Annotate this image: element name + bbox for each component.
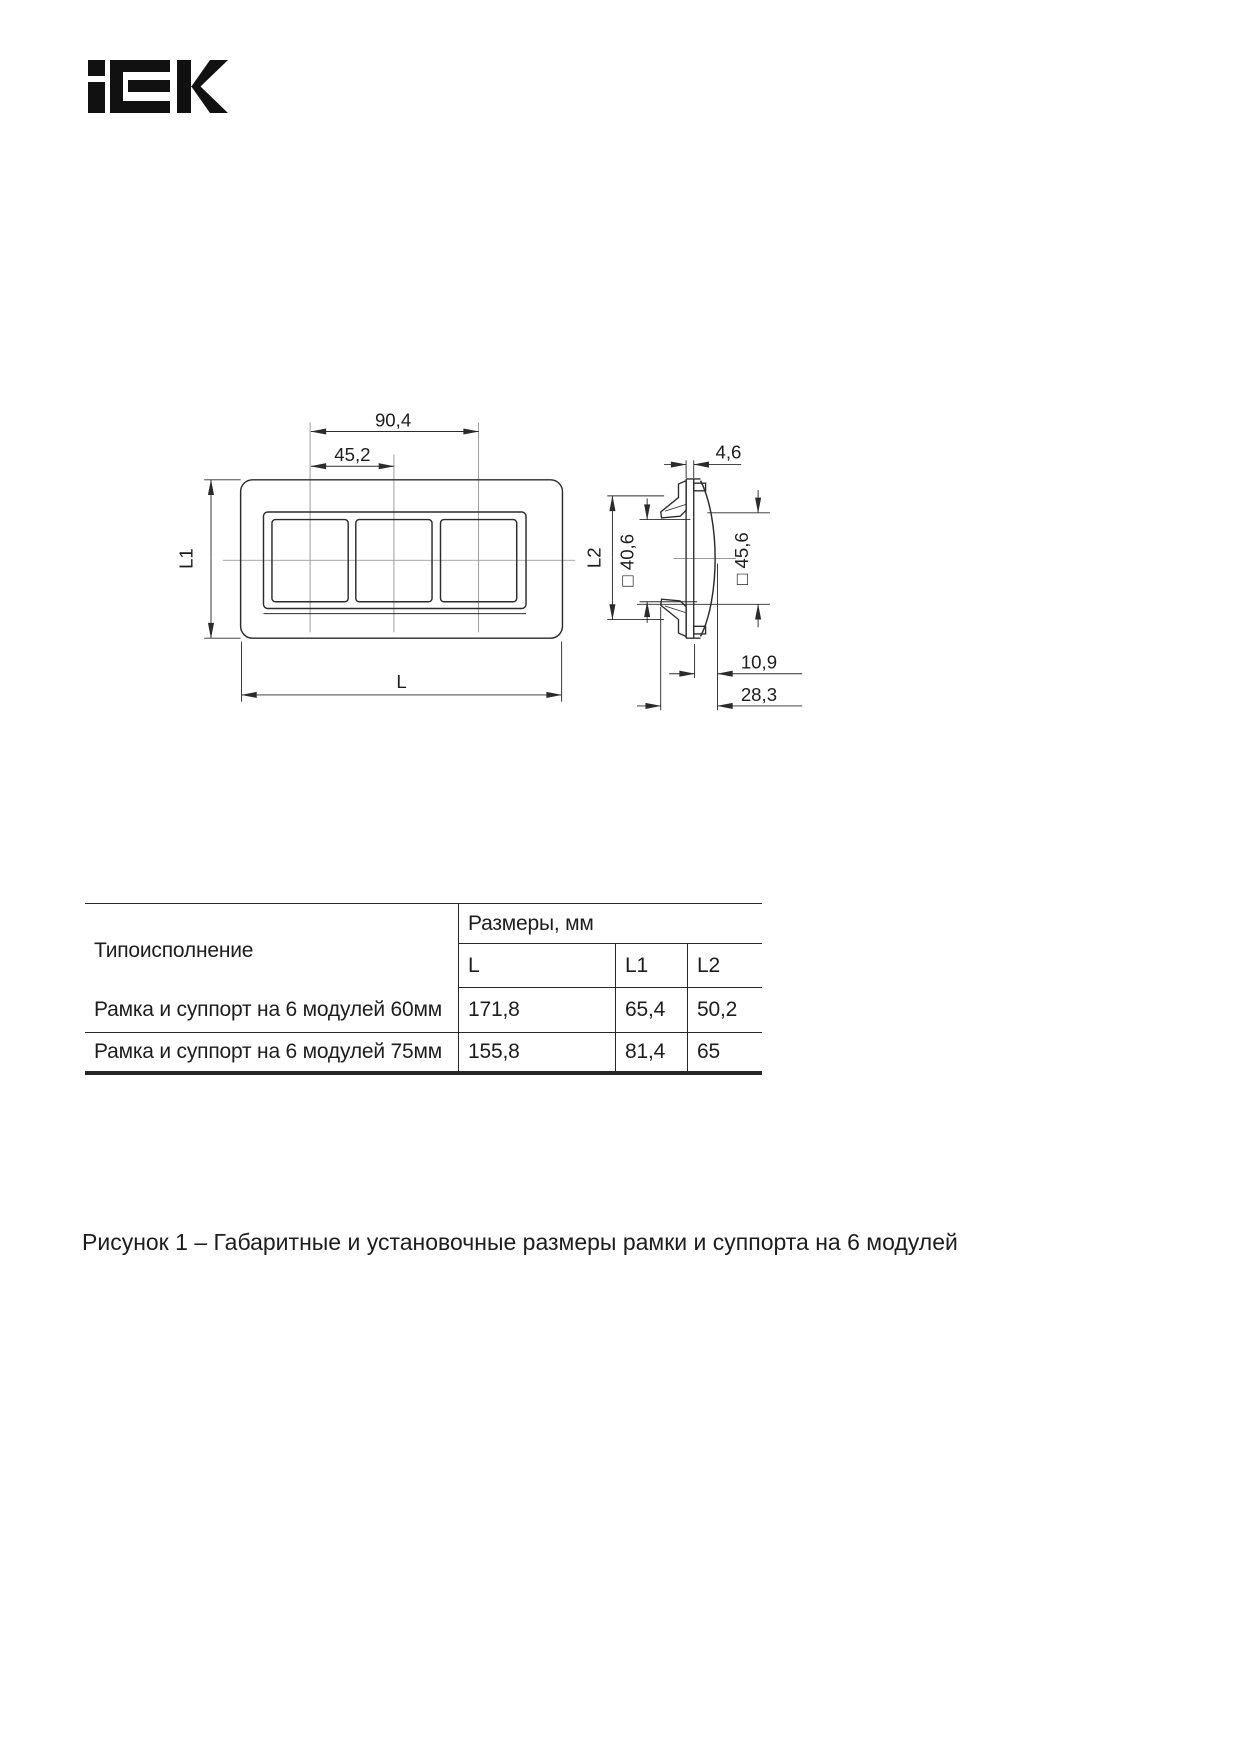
table-row1-L1: 65,4 (615, 988, 687, 1033)
logo-k-stem (177, 60, 191, 113)
dim-label-L: L (396, 671, 407, 693)
table-subheader-L: L (458, 944, 615, 988)
table-header-sizes-group: Размеры, мм (458, 904, 762, 944)
table-row1-L2: 50,2 (687, 988, 762, 1033)
dim-label-45-2: 45,2 (334, 444, 371, 466)
dim-label-square-45-6: □ 45,6 (730, 532, 752, 585)
frame-outline (241, 480, 563, 638)
front-view-frame (241, 480, 563, 638)
dim-label-L2: L2 (583, 547, 605, 569)
dim-label-10-9: 10,9 (740, 651, 778, 673)
table-row1-L: 171,8 (458, 988, 615, 1033)
figure-caption: Рисунок 1 – Габаритные и установочные размеры рамки и суппорта на 6 модулей (82, 1229, 958, 1255)
logo-k-upper-arm (191, 60, 228, 87)
table-row2-name: Рамка и суппорт на 6 модулей 75мм (94, 1040, 442, 1063)
logo-i-stem (88, 82, 105, 113)
logo-e-mid (128, 80, 170, 92)
table-row2-L2: 65 (687, 1033, 762, 1071)
bottom-claw (661, 599, 686, 636)
dim-label-L1: L1 (175, 548, 197, 569)
logo-e-bottom (110, 101, 170, 113)
dim-label-4-6: 4,6 (715, 441, 742, 463)
iek-logo-glyphs (88, 60, 228, 113)
table-row2-L: 155,8 (458, 1033, 615, 1071)
top-claw (661, 481, 686, 518)
technical-drawing (150, 330, 980, 760)
table-subheader-L2: L2 (687, 944, 762, 988)
dim-label-square-40-6: □ 40,6 (616, 533, 638, 587)
table-header-type: Типоисполнение (94, 938, 254, 962)
logo-e-top (110, 60, 170, 72)
front-view-dimension-lines (204, 432, 561, 702)
dim-label-28-3: 28,3 (740, 683, 778, 705)
front-view-centerlines (223, 422, 575, 632)
iek-logo (88, 57, 228, 115)
table-row2-L1: 81,4 (615, 1033, 687, 1071)
logo-i-dot (88, 60, 105, 76)
table-subheader-L1: L1 (615, 944, 687, 988)
dim-label-90-4: 90,4 (374, 409, 412, 431)
table-row1-name: Рамка и суппорт на 6 модулей 60мм (85, 988, 458, 1033)
dimensions-table (85, 903, 762, 1075)
logo-k-lower-arm (191, 86, 228, 113)
